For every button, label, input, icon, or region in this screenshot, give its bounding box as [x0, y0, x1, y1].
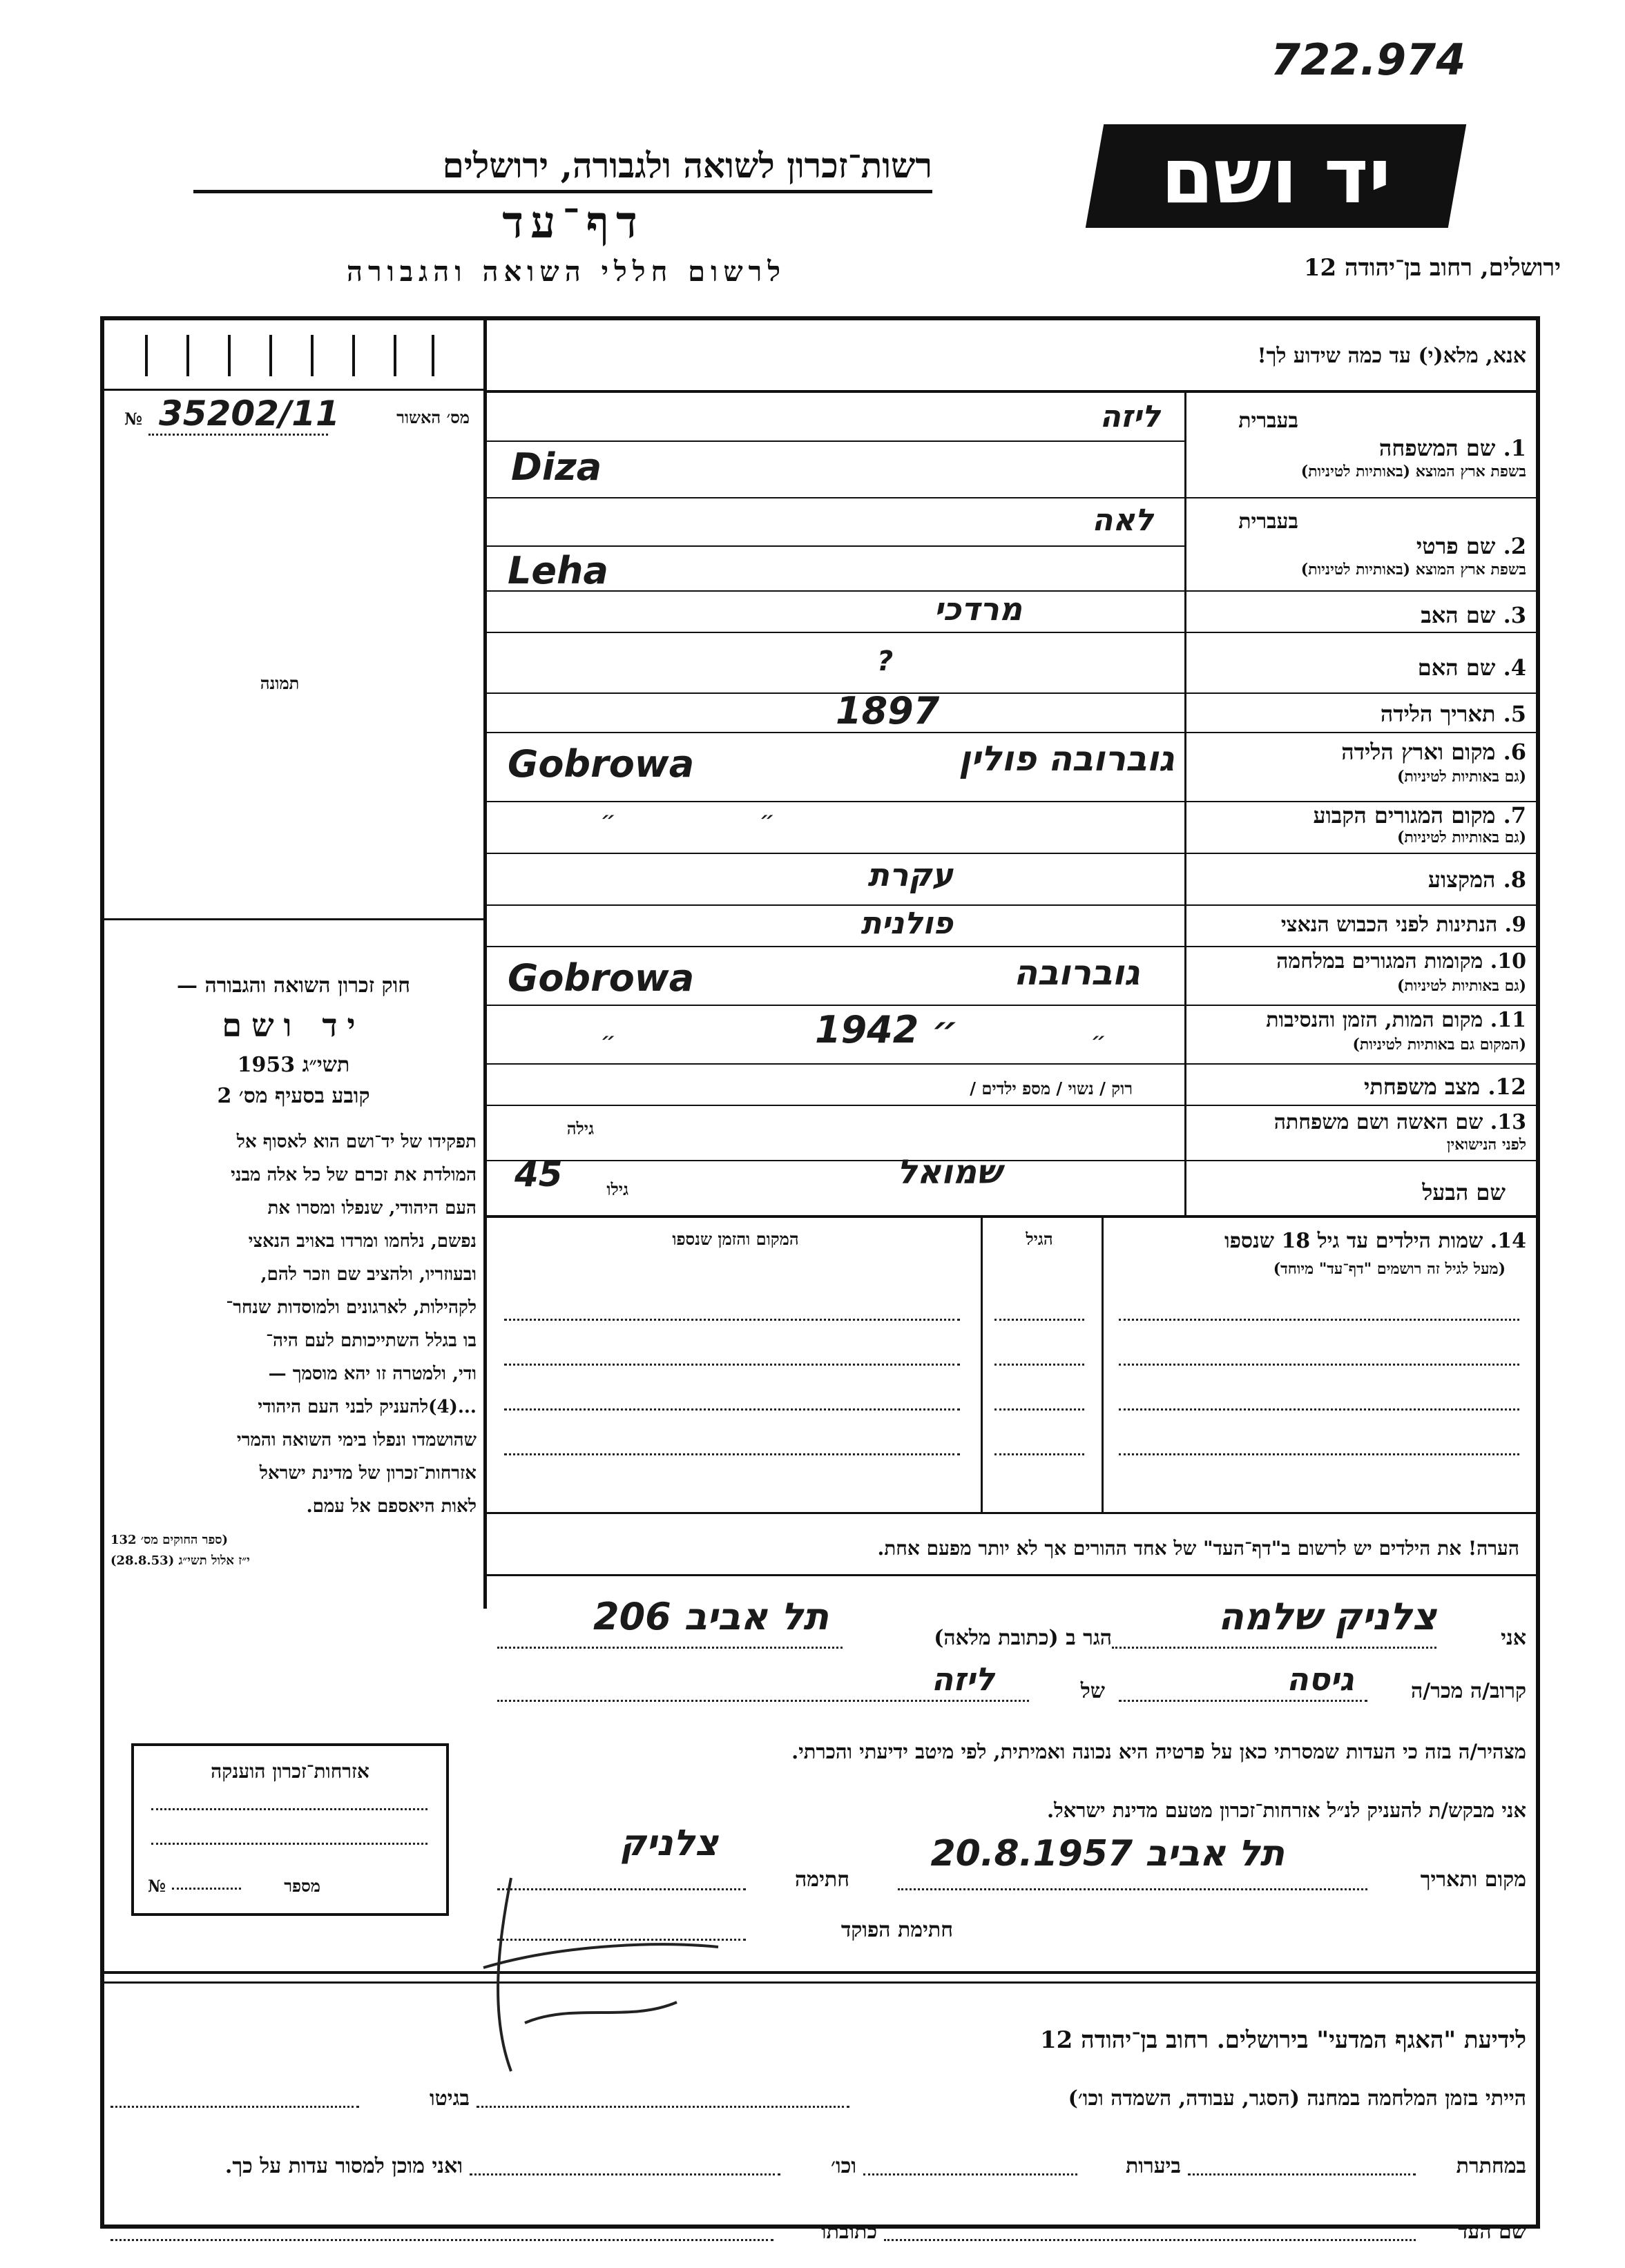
- field-1-note: בשפת ארץ המוצא (באותיות לטיניות): [1300, 463, 1526, 481]
- field-11-ditto-2: ״: [1091, 1029, 1106, 1053]
- citizenship-request: אני מבקש/ת להעניק לנ״ל אזרחות־זכרון מטעם מדינת ישראל.: [1047, 1799, 1526, 1822]
- notice-line3-b: כתובתו: [820, 2220, 877, 2244]
- field-6-label: 6. מקום וארץ הלידה: [1341, 739, 1526, 765]
- declarant-address: תל אביב 206: [593, 1595, 829, 1638]
- field-9-value: פולנית: [860, 906, 953, 941]
- field-5-value: 1897: [836, 689, 940, 733]
- field-10-value: גוברובה: [1013, 953, 1140, 993]
- approval-prefix: №: [124, 409, 143, 429]
- law-name: יד ושם: [222, 1007, 365, 1044]
- signature-value: צלניק: [619, 1823, 718, 1864]
- field-11-value: 1942 ״: [815, 1008, 959, 1051]
- field-11-note: (המקום גם באותיות לטיניות): [1352, 1036, 1526, 1054]
- tick-marks: [145, 335, 435, 383]
- husband-age-value: 45: [515, 1154, 563, 1194]
- remark: הערה! את הילדים יש לרשום ב"דף־העד" של אחד ההורים אך לא יותר מפעם אחת.: [877, 1537, 1519, 1560]
- declaration-text: מצהיר/ה בזה כי העדות שמסרתי כאן על פרטיה היא נכונה ואמיתית, לפי מיטב ידיעתי והכרתי.: [791, 1740, 1526, 1763]
- official-signature-label: חתימת הפוקד: [840, 1918, 953, 1942]
- field-7-note: (גם באותיות לטיניות): [1396, 828, 1526, 846]
- form-subtitle: לרשום חללי השואה והגבורה: [346, 255, 787, 288]
- notice-line3-a: שם העד: [1457, 2220, 1526, 2244]
- declarant-relation-value: גיסה: [1287, 1660, 1354, 1698]
- field-1-hebrew-value: ליזה: [1099, 399, 1160, 434]
- box-number-prefix: №: [148, 1876, 166, 1896]
- field-1-latin-value: Diza: [511, 445, 602, 489]
- children-age-header: הגיל: [1026, 1229, 1053, 1249]
- logo: [1086, 124, 1466, 228]
- field-8-value: עקרת: [867, 856, 953, 893]
- field-13-age-label: גילה: [566, 1118, 594, 1138]
- law-line: לאות היאספם אל עמם.: [306, 1496, 477, 1517]
- law-clause: קובע בסעיף מס׳ 2: [217, 1084, 370, 1108]
- field-3-value: מרדכי: [934, 590, 1022, 628]
- field-9-label: 9. הנתינות לפני הכבוש הנאצי: [1280, 913, 1526, 937]
- place-date-label: מקום ותאריך: [1420, 1868, 1526, 1892]
- law-line: אזרחות־זכרון של מדינת ישראל: [259, 1463, 477, 1484]
- law-year: תשי״ג 1953: [237, 1053, 350, 1077]
- signature-flourish: [470, 1864, 732, 2085]
- header-address: ירושלים, רחוב בן־יהודה 12: [1303, 254, 1561, 282]
- declarant-relation-label: קרוב/ה מכר/ה: [1411, 1679, 1526, 1703]
- photo-label: תמונה: [260, 673, 300, 693]
- approval-number: 35202/11: [159, 394, 340, 434]
- declarant-resident-label: הגר ב (כתובת מלאה): [934, 1626, 1112, 1650]
- form-title: דף־עד: [502, 197, 644, 249]
- field-2-hebrew-value: לאה: [1092, 503, 1153, 538]
- instruction: אנא, מלא(י) עד כמה שידוע לך!: [1257, 344, 1526, 368]
- law-line: העם היהודי, שנפלו ומסרו את: [267, 1198, 477, 1219]
- place-date-value: תל אביב 20.8.1957: [930, 1833, 1285, 1874]
- law-line: בו בגלל השתייכותם לעם היה־: [266, 1330, 477, 1351]
- citizenship-box-title: אזרחות־זכרון הוענקה: [211, 1760, 369, 1783]
- law-line: ...(4)להעניק לבני העם היהודי: [258, 1397, 477, 1417]
- law-title: חוק זכרון השואה והגבורה —: [177, 973, 410, 998]
- authority-name: רשות־זכרון לשואה ולגבורה, ירושלים: [193, 145, 932, 193]
- law-line: המולדת את זכרם של כל אלה מבני: [231, 1165, 477, 1185]
- field-10-label: 10. מקומות המגורים במלחמה: [1276, 949, 1526, 973]
- law-line: ודי, ולמטרה זו יהא מוסמך —: [268, 1364, 477, 1384]
- law-line: נפשם, נלחמו ומרדו באויב הנאצי: [248, 1231, 477, 1252]
- declarant-of-value: ליזה: [931, 1660, 994, 1698]
- field-1-hebrew-tag: בעברית: [1238, 409, 1298, 433]
- field-12-label: 12. מצב משפחתי: [1364, 1074, 1526, 1100]
- archive-number: 722.974: [1271, 35, 1466, 85]
- children-note: (מעל לגיל זה רושמים "דף־עד" מיוחד): [1273, 1260, 1506, 1278]
- notice-line2-c: וכו׳: [831, 2154, 856, 2178]
- law-line: ובעוזריו, ולהציב שם וזכר להם,: [260, 1264, 477, 1285]
- field-2-note: בשפת ארץ המוצא (באותיות לטיניות): [1300, 561, 1526, 579]
- field-8-label: 8. המקצוע: [1427, 866, 1526, 893]
- field-2-label: 2. שם פרטי: [1416, 533, 1526, 559]
- field-2-latin-value: Leha: [508, 549, 608, 592]
- field-4-label: 4. שם האם: [1417, 655, 1526, 681]
- box-number-label: מספר: [284, 1876, 320, 1896]
- field-13-label: 13. שם האשה ושם משפחתה: [1273, 1110, 1526, 1134]
- law-line: לקהילות, לארגונים ולמוסדות שנחר־: [226, 1297, 477, 1318]
- field-1-label: 1. שם המשפחה: [1378, 435, 1526, 461]
- field-3-label: 3. שם האב: [1421, 602, 1526, 628]
- law-line: שהושמדו ונפלו בימי השואה והמרי: [236, 1430, 477, 1451]
- husband-value: שמואל: [896, 1153, 1001, 1192]
- husband-label: שם הבעל: [1422, 1179, 1506, 1205]
- approval-label: מס׳ האשור: [396, 407, 470, 427]
- field-11-ditto: ״: [601, 1029, 616, 1053]
- field-6-value: גוברובה פולין: [959, 739, 1174, 779]
- children-place-header: המקום והזמן שנספו: [672, 1229, 799, 1249]
- notice-title: לידיעת "האגף המדעי" בירושלים. רחוב בן־יהודה 12: [1040, 2026, 1526, 2054]
- signature-label: חתימה: [795, 1868, 849, 1892]
- field-6-ditto: ״ ״: [601, 808, 775, 832]
- field-6-latin-value: Gobrowa: [508, 742, 695, 786]
- children-label: 14. שמות הילדים עד גיל 18 שנספו: [1224, 1229, 1526, 1253]
- field-10-latin-value: Gobrowa: [508, 956, 695, 1000]
- field-7-label: 7. מקום המגורים הקבוע: [1313, 802, 1526, 828]
- citizenship-box: [131, 1743, 449, 1916]
- husband-age-label: גילו: [606, 1179, 628, 1199]
- field-10-note: (גם באותיות לטיניות): [1396, 977, 1526, 995]
- notice-line2-d: ואני מוכן למסור עדות על כך.: [224, 2154, 463, 2178]
- field-12-options: רוק / נשוי / מספ ילדים /: [970, 1078, 1133, 1098]
- field-2-hebrew-tag: בעברית: [1238, 510, 1298, 534]
- law-ref-1: (ספר החוקים מס׳ 132: [110, 1533, 229, 1547]
- law-line: תפקידו של יד־ושם הוא לאסוף אל: [236, 1132, 477, 1152]
- notice-line1-b: בגיטו: [429, 2086, 470, 2111]
- logo-text: יד ושם: [1160, 132, 1392, 220]
- declarant-of-label: של: [1080, 1679, 1105, 1703]
- law-ref-2: י״ז אלול תשי״ג (28.8.53): [110, 1553, 250, 1568]
- declarant-name: צלניק שלמה: [1218, 1595, 1436, 1638]
- notice-line2-a: במחתרת: [1456, 2154, 1526, 2178]
- law-text: [110, 1125, 477, 1523]
- field-11-label: 11. מקום המות, הזמן והנסיבות: [1266, 1008, 1526, 1032]
- field-4-value: ?: [877, 646, 894, 677]
- field-6-note: (גם באותיות לטיניות): [1396, 768, 1526, 786]
- notice-line2-b: ביערות: [1125, 2154, 1181, 2178]
- notice-line1-a: הייתי בזמן המלחמה במחנה (הסגר, עבודה, השמדה וכו׳): [1068, 2086, 1526, 2111]
- field-13-note: לפני הנישואין: [1446, 1136, 1526, 1154]
- field-5-label: 5. תאריך הלידה: [1380, 701, 1526, 727]
- declarant-i-label: אני: [1501, 1626, 1526, 1650]
